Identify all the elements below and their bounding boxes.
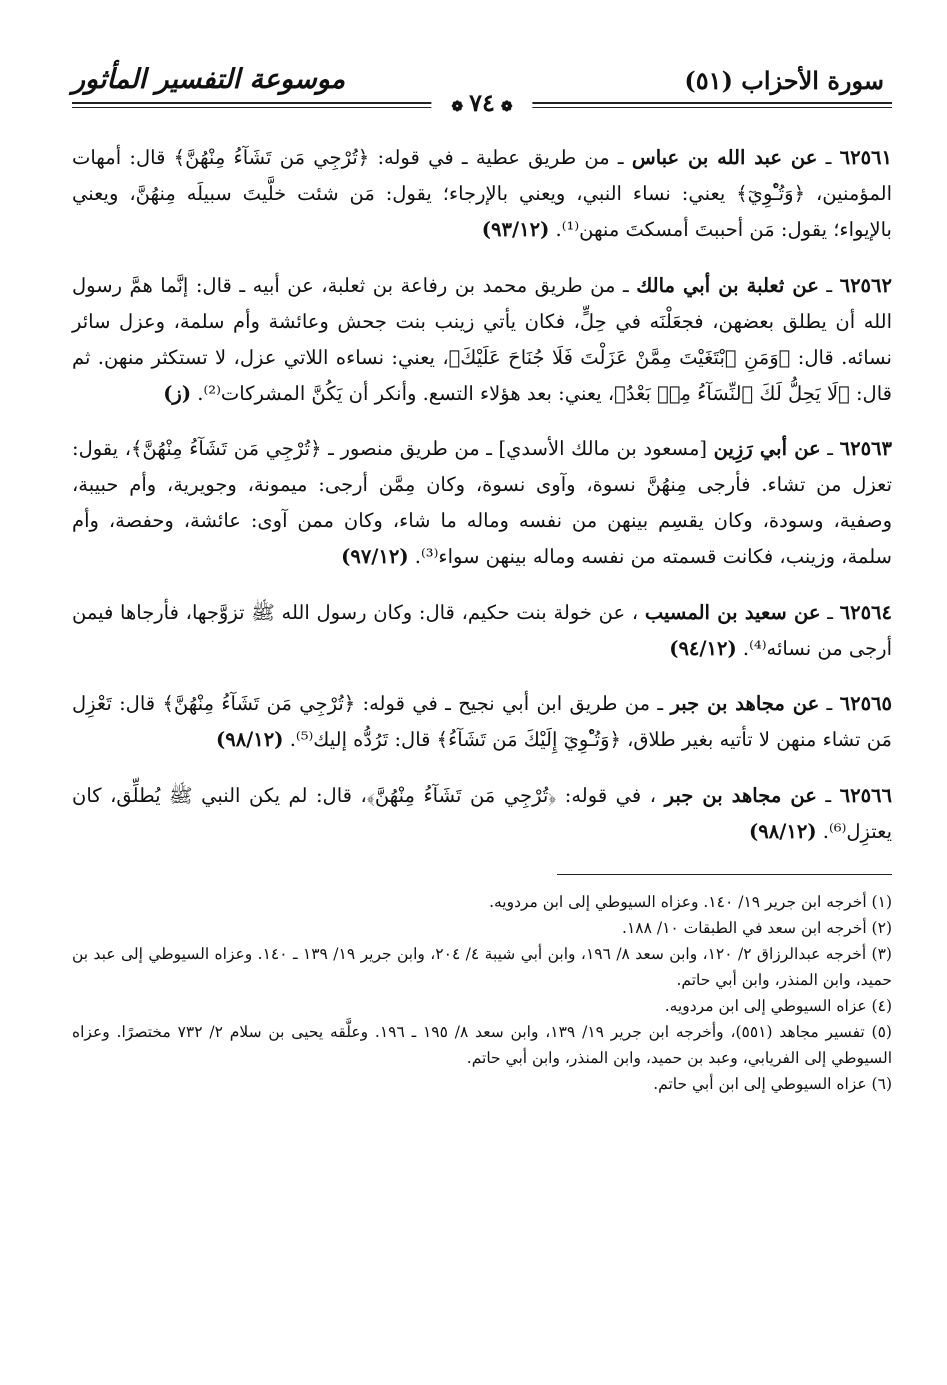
entry: ٦٢٥٦٦ ـ عن مجاهد بن جبر ، في قوله: ﴿تُرْجِي مَن تَشَآءُ مِنْهُنَّ﴾، قال: لم يكن النبي ﷺ يُطلِّق، كان يعتزِل⁽⁶⁾. (٩٨/١٢) xyxy=(72,783,893,843)
document-page xyxy=(72,60,892,1097)
book-title: موسوعة التفسير المأثور xyxy=(72,64,346,95)
entry: ٦٢٥٦٤ ـ عن سعيد بن المسيب ، عن خولة بنت حكيم، قال: وكان رسول الله ﷺ تزوَّجها، فأرجاها فيمن أرجى من نسائه⁽⁴⁾. (٩٤/١٢) xyxy=(72,600,893,660)
entry-narrator: عن سعيد بن المسيب xyxy=(644,600,821,624)
entry-number: ٦٢٥٦٦ xyxy=(839,783,893,807)
entry: ٦٢٥٦٣ ـ عن أبي رَزِين [مسعود بن مالك الأسدي] ـ من طريق منصور ـ ﴿تُرْجِي مَن تَشَآءُ مِنْهُنَّ﴾، يقول: تعزل من تشاء. فأرجى مِنهُنَّ نسوة، وآوى نسوة، وكان مِمَّن أرجى: ميمونة، وجويرية، وأم حبيبة، وصفية، وسودة، وكان يقسِم بينهن من نفسه وماله ما شاء، وكان ممن آوى: عائشة، وحفصة، وأم سلمة، وزينب، فكانت قسمته من نفسه وماله بينهن سواء⁽³⁾. (٩٧/١٢) xyxy=(72,437,892,568)
ornament-icon: ❁ xyxy=(451,99,464,115)
footnote: (٤) عزاه السيوطي إلى ابن مردويه. xyxy=(664,996,892,1015)
footnotes xyxy=(72,889,892,1097)
footnote: (٥) تفسير مجاهد (٥٥١)، وأخرجه ابن جرير ١٩/ ١٣٩، وابن سعد ٨/ ١٩٥ ـ ١٩٦. وعلَّقه يحيى بن سلام ٢/ ٧٣٢ مختصرًا. وعزاه السيوطي إلى الفريابي، وعبد بن حميد، وابن المنذر، وابن أبي حاتم. xyxy=(72,1022,892,1067)
entry-number: ٦٢٥٦٣ xyxy=(839,437,892,460)
entry-text: [مسعود بن مالك الأسدي] ـ من طريق منصور ـ ﴿تُرْجِي مَن تَشَآءُ مِنْهُنَّ﴾، يقول: تعزل من تشاء. فأرجى مِنهُنَّ نسوة، وآوى نسوة، وكان مِمَّن أرجى: ميمونة، وجويرية، وأم حبيبة، وصفية، وسودة، وكان يقسِم بينهن من نفسه وماله ما شاء، وكان ممن آوى: عائشة، وحفصة، وأم سلمة، وزينب، فكانت قسمته من نفسه وماله بينهن سواء⁽³⁾. xyxy=(72,437,892,568)
entry-text: ، في قوله: ﴿تُرْجِي مَن تَشَآءُ مِنْهُنَّ﴾، قال: لم يكن النبي ﷺ يُطلِّق، كان يعتزِل⁽⁶⁾. xyxy=(72,783,892,843)
entry-source: (٩٨/١٢) xyxy=(749,819,817,843)
entry: ٦٢٥٦١ ـ عن عبد الله بن عباس ـ من طريق عطية ـ في قوله: ﴿تُرْجِي مَن تَشَآءُ مِنْهُنَّ﴾ قال: أمهات المؤمنين، ﴿وَتُـْٔوِيٓ﴾ يعني: نساء النبي، ويعني بالإرجاء؛ يقول: مَن شئت خلَّيتَ سبيلَه مِنهُنَّ، ويعني بالإيواء؛ يقول: مَن أحببتَ أمسكتَ منهن⁽¹⁾. (٩٣/١٢) xyxy=(72,146,892,241)
entry-source: (ز) xyxy=(163,381,192,405)
entry: ٦٢٥٦٢ ـ عن ثعلبة بن أبي مالك ـ من طريق محمد بن رفاعة بن ثعلبة، عن أبيه ـ قال: إنَّما همَّ رسول الله أن يطلق بعضهن، فجعَلْنَه في حِلٍّ، فكان يأتي زينب بنت جحش وعائشة وأم سلمة، وعزل سائر نسائه. قال: ﴿وَمَنِ ٱبْتَغَيْتَ مِمَّنْ عَزَلْتَ فَلَا جُنَاحَ عَلَيْكَ﴾، يعني: نساءه اللاتي عزل، لا تستكثر منهن. ثم قال: ﴿لَا يَحِلُّ لَكَ ٱلنِّسَآءُ مِنۢ بَعْدُ﴾، يعني: بعد هؤلاء التسع. وأنكر أن يَكُنَّ المشركات⁽²⁾. (ز) xyxy=(72,273,892,405)
entry-narrator: عن مجاهد بن جبر xyxy=(664,783,817,807)
entry-narrator: عن عبد الله بن عباس xyxy=(631,146,818,169)
page-number-block xyxy=(431,88,532,117)
page-number: ٧٤ xyxy=(469,88,495,117)
entry-text: ، عن خولة بنت حكيم، قال: وكان رسول الله ﷺ تزوَّجها، فأرجاها فيمن أرجى من نسائه⁽⁴⁾. xyxy=(72,600,892,660)
entry-number: ٦٢٥٦٥ xyxy=(839,692,892,715)
entry-text: ـ من طريق ابن أبي نجيح ـ في قوله: ﴿تُرْجِي مَن تَشَآءُ مِنْهُنَّ﴾ قال: تَعْزِل مَن تشاء منهن لا تأتيه بغير طلاق، ﴿وَتُـْٔوِيٓ إِلَيْكَ مَن تَشَآءُ﴾ قال: تَرُدُّه إليك⁽⁵⁾. xyxy=(72,692,892,751)
surah-running-head: سورة الأحزاب (٥١) xyxy=(684,66,884,95)
entry-narrator: عن مجاهد بن جبر xyxy=(670,692,820,715)
entry-narrator: عن أبي رَزِين xyxy=(713,437,821,460)
entry-number: ٦٢٥٦٢ xyxy=(839,273,892,297)
entries-list xyxy=(72,140,892,850)
entry-source: (٩٤/١٢) xyxy=(669,636,737,660)
entry-source: (٩٨/١٢) xyxy=(216,728,284,751)
entry-text: ـ من طريق عطية ـ في قوله: ﴿تُرْجِي مَن تَشَآءُ مِنْهُنَّ﴾ قال: أمهات المؤمنين، ﴿وَتُـْٔوِيٓ﴾ يعني: نساء النبي، ويعني بالإرجاء؛ يقول: مَن شئت خلَّيتَ سبيلَه مِنهُنَّ، ويعني بالإيواء؛ يقول: مَن أحببتَ أمسكتَ منهن⁽¹⁾. xyxy=(72,146,892,241)
entry-number: ٦٢٥٦٤ xyxy=(839,600,893,624)
footnote: (٦) عزاه السيوطي إلى ابن أبي حاتم. xyxy=(653,1074,892,1093)
entry-source: (٩٣/١٢) xyxy=(481,218,550,241)
page-header xyxy=(72,60,892,118)
footnote: (١) أخرجه ابن جرير ١٩/ ١٤٠. وعزاه السيوطي إلى ابن مردويه. xyxy=(489,892,892,911)
footnote-separator xyxy=(557,874,892,875)
footnote: (٣) أخرجه عبدالرزاق ٢/ ١٢٠، وابن سعد ٨/ ١٩٦، وابن أبي شيبة ٤/ ٢٠٤، وابن جرير ١٩/ ١٣٩ ـ ١٤٠. وعزاه السيوطي إلى عبد بن حميد، وابن المنذر، وابن أبي حاتم. xyxy=(72,944,892,989)
entry-narrator: عن ثعلبة بن أبي مالك xyxy=(636,273,819,297)
footnote: (٢) أخرجه ابن سعد في الطبقات ١٠/ ١٨٨. xyxy=(622,918,892,937)
entry-source: (٩٧/١٢) xyxy=(341,545,409,568)
entry-number: ٦٢٥٦١ xyxy=(839,146,892,169)
entry: ٦٢٥٦٥ ـ عن مجاهد بن جبر ـ من طريق ابن أبي نجيح ـ في قوله: ﴿تُرْجِي مَن تَشَآءُ مِنْهُنَّ﴾ قال: تَعْزِل مَن تشاء منهن لا تأتيه بغير طلاق، ﴿وَتُـْٔوِيٓ إِلَيْكَ مَن تَشَآءُ﴾ قال: تَرُدُّه إليك⁽⁵⁾. (٩٨/١٢) xyxy=(72,692,892,751)
entry-text: ـ من طريق محمد بن رفاعة بن ثعلبة، عن أبيه ـ قال: إنَّما همَّ رسول الله أن يطلق بعضهن، فجعَلْنَه في حِلٍّ، فكان يأتي زينب بنت جحش وعائشة وأم سلمة، وعزل سائر نسائه. قال: ﴿وَمَنِ ٱبْتَغَيْتَ مِمَّنْ عَزَلْتَ فَلَا جُنَاحَ عَلَيْكَ﴾، يعني: نساءه اللاتي عزل، لا تستكثر منهن. ثم قال: ﴿لَا يَحِلُّ لَكَ ٱلنِّسَآءُ مِنۢ بَعْدُ﴾، يعني: بعد هؤلاء التسع. وأنكر أن يَكُنَّ المشركات⁽²⁾. xyxy=(72,273,892,405)
ornament-icon: ❁ xyxy=(500,99,513,115)
